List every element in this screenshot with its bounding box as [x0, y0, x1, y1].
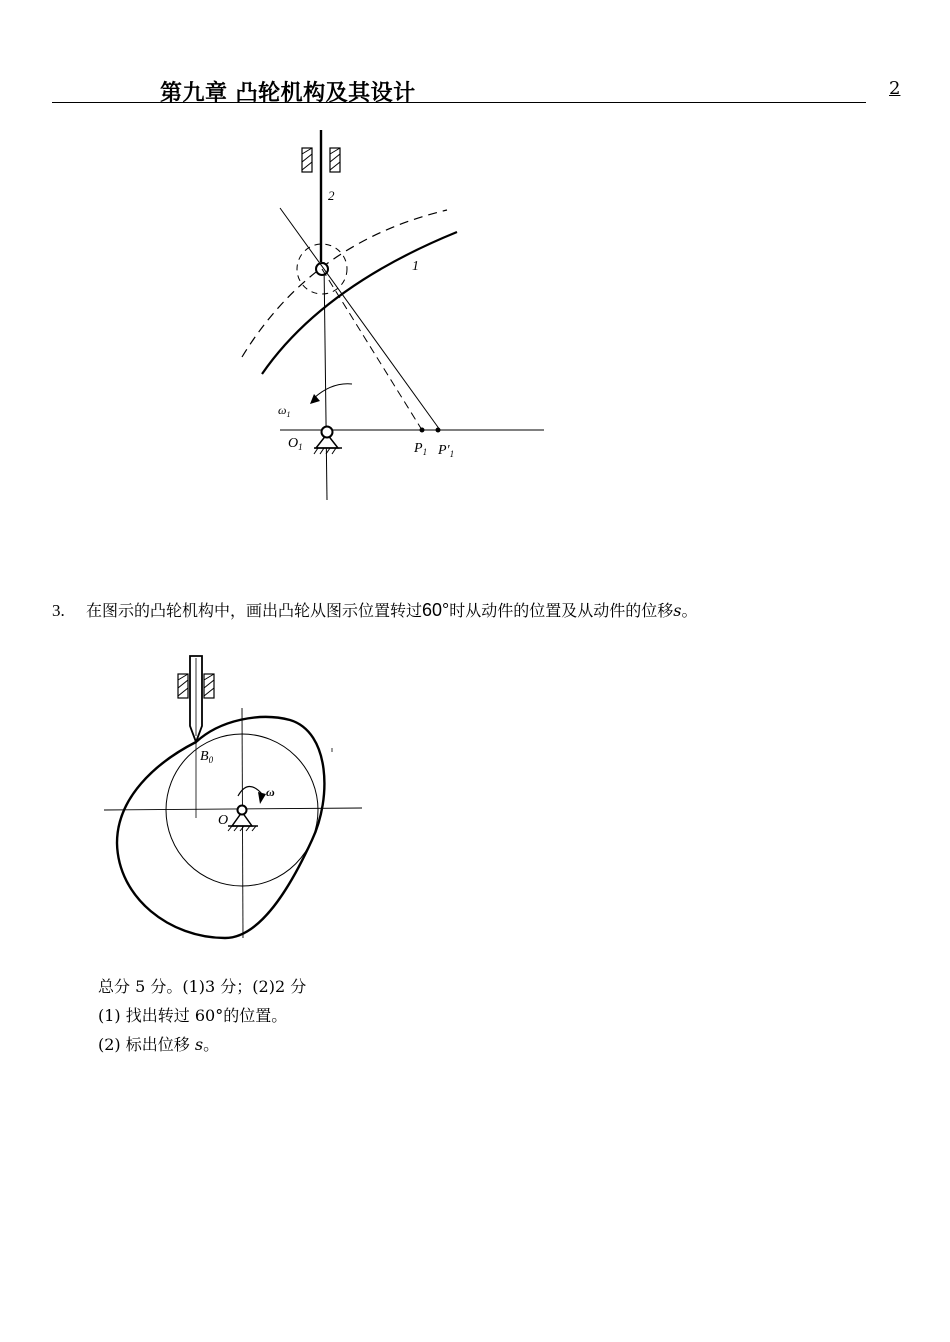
label-pivot-o1-sub: 1	[298, 442, 303, 452]
label-pivot-o1: O	[288, 436, 299, 451]
label-omega1: ω	[278, 403, 287, 417]
label-b0-sub: 0	[208, 755, 214, 765]
svg-text:O1	[288, 436, 303, 452]
page-number: 2	[889, 78, 901, 99]
normal-line	[280, 208, 440, 430]
answer-line-2: (1) 找出转过 60°的位置。	[98, 1006, 288, 1025]
point-p1-prime	[436, 428, 441, 433]
rotation-arrow-omega1	[314, 384, 352, 398]
label-omega1-sub: 1	[286, 410, 291, 419]
follower-guide-right	[330, 148, 340, 172]
pivot-o1	[314, 427, 342, 455]
vertical-centerline	[324, 262, 327, 500]
question-symbol: s	[673, 601, 682, 620]
follower-guide-left	[302, 148, 312, 172]
question-angle: 60°	[422, 600, 450, 620]
svg-text:P′1	[437, 443, 454, 459]
label-o: O	[218, 813, 229, 828]
label-b0: B	[200, 749, 209, 764]
label-p1-prime: P′	[438, 443, 450, 458]
question-number: 3.	[52, 601, 65, 620]
label-p1-sub: 1	[422, 447, 428, 457]
figure-knife-edge-cam	[100, 648, 370, 948]
horizontal-centerline	[104, 808, 362, 810]
dashed-line-to-p1	[322, 269, 422, 430]
pitch-curve	[242, 210, 447, 357]
answer-line-3-suffix: 。	[203, 1035, 220, 1054]
svg-text:P1	[413, 441, 427, 457]
question-3	[52, 598, 698, 621]
label-follower: 2	[328, 188, 335, 203]
cam-profile	[262, 232, 457, 374]
label-cam: 1	[412, 259, 419, 274]
header-rule	[52, 102, 866, 103]
answer-line-1: 总分 5 分。(1)3 分；(2)2 分	[98, 977, 307, 996]
question-end: 。	[681, 601, 698, 620]
label-p1-prime-sub: 1	[449, 449, 455, 459]
label-omega: ω	[266, 785, 275, 799]
figure-roller-follower	[52, 112, 597, 572]
answer-line-3-symbol: s	[194, 1035, 204, 1054]
label-p1: P	[414, 441, 423, 456]
svg-text:ω1	[278, 403, 290, 419]
svg-text:B0	[200, 749, 214, 765]
answer-line-3	[98, 1032, 219, 1055]
rotation-arrow-omega	[238, 786, 262, 796]
answer-line-3-prefix: (2) 标出位移	[98, 1035, 195, 1054]
chapter-title: 第九章 凸轮机构及其设计	[160, 81, 416, 106]
guide-right	[204, 674, 214, 698]
question-text-after: 时从动件的位置及从动件的位移	[449, 601, 674, 620]
point-p1	[420, 428, 425, 433]
guide-left	[178, 674, 188, 698]
question-text-before: 在图示的凸轮机构中，画出凸轮从图示位置转过	[86, 601, 423, 620]
